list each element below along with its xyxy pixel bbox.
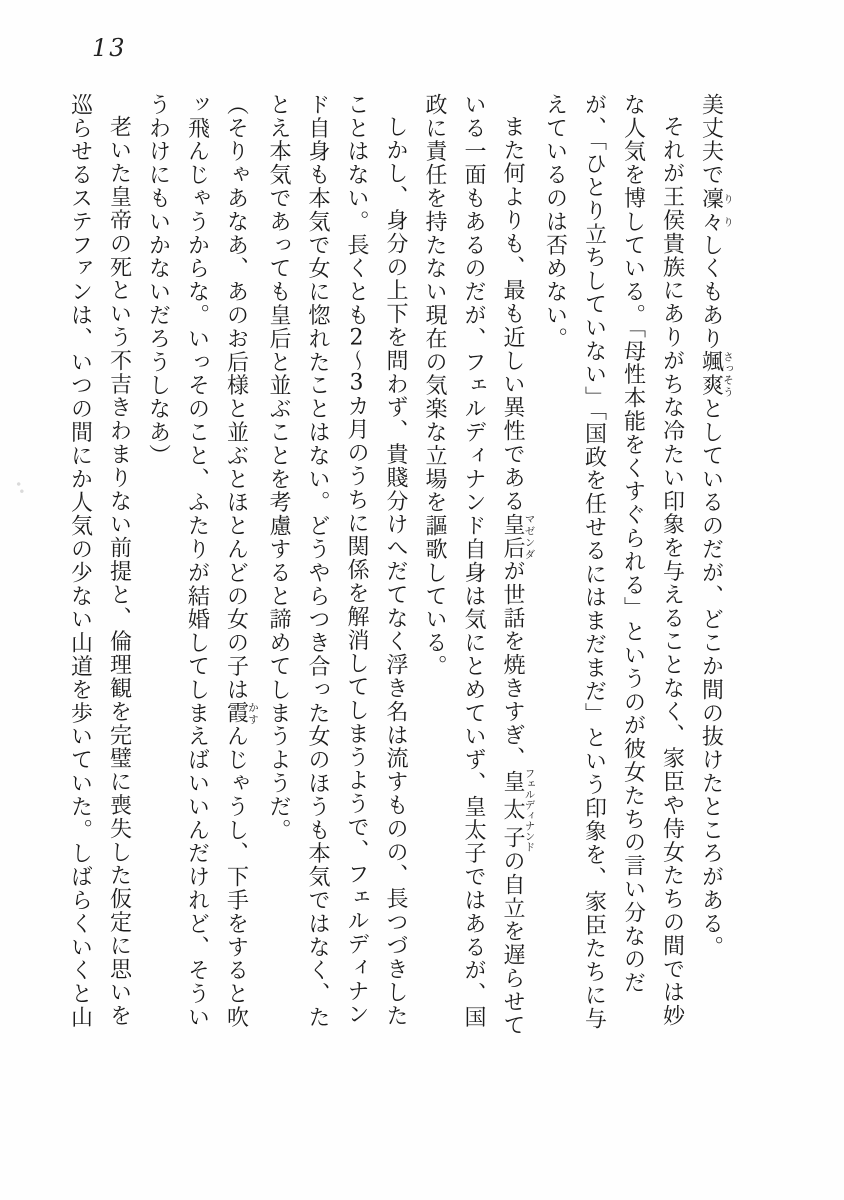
paragraph: しかし、身分の上下を問わず、貴賤分けへだてなく浮き名は流すものの、長つづきしたことはない。長くとも2～3カ月のうちに関係を解消してしまうようで、フェルディナンド自身も本気で女に惚れたことはない。どうやらつき合った女のほうも本気ではなく、たとえ本気であっても皇后と並ぶことを考慮すると諦めてしまうようだ。 [266,93,408,1029]
page-number: 13 [92,34,127,62]
ruby-annotated-word: 霞かす [223,701,259,725]
upright-digit: 2 [349,327,364,349]
paragraph: （そりゃあなあ、あのお后様と並ぶとほとんどの女の子は霞かすんじゃうし、下手をすると吹ッ飛んじゃうからな。いっそのこと、ふたりが結婚してしまえばいいんだけれど、そういうわけにもいかないだろうしなあ） [145,93,259,1030]
upright-digit: 3 [349,372,364,395]
ruby-annotated-word: 皇太子フェルディナンド [500,767,536,852]
ruby-annotated-word: 凜々りり [698,186,734,234]
ruby-annotated-word: 颯爽さっそう [698,350,734,398]
ruby-annotated-word: 皇后マゼンダ [500,512,536,560]
paragraph: それが王侯貴族にありがちな冷たい印象を与えることなく、家臣や侍女たちの間では妙な人気を博している。「母性本能をくすぐられる」というのが彼女たちの言い分なのだが、「ひとり立ちしていない」「国政を任せるにはまだまだ」という印象を、家臣たちに与えているのは否めない。 [542,93,685,1031]
paragraph: 老いた皇帝の死という不吉きわまりない前提と、倫理観を完璧に喪失した仮定に思いを巡らせるステファンは、いつの間にか人気の少ない山道を歩いていた。しばらくいくと山 [67,93,132,1029]
scan-artifact [16,480,25,496]
paragraph: 美丈夫で凜々りりしくもあり颯爽さっそうとしているのだが、どこか間の抜けたところがある。 [698,93,734,959]
paragraph: また何よりも、最も近しい異性である皇后マゼンダが世話を焼きすぎ、皇太子フェルディナンドの自立を遅らせている一面もあるのだが、フェルディナンド自身は気にとめていず、皇太子ではあるが、国政に責任を持たない現在の気楽な立場を謳歌している。 [422,93,536,1037]
body-text [61,93,735,1038]
